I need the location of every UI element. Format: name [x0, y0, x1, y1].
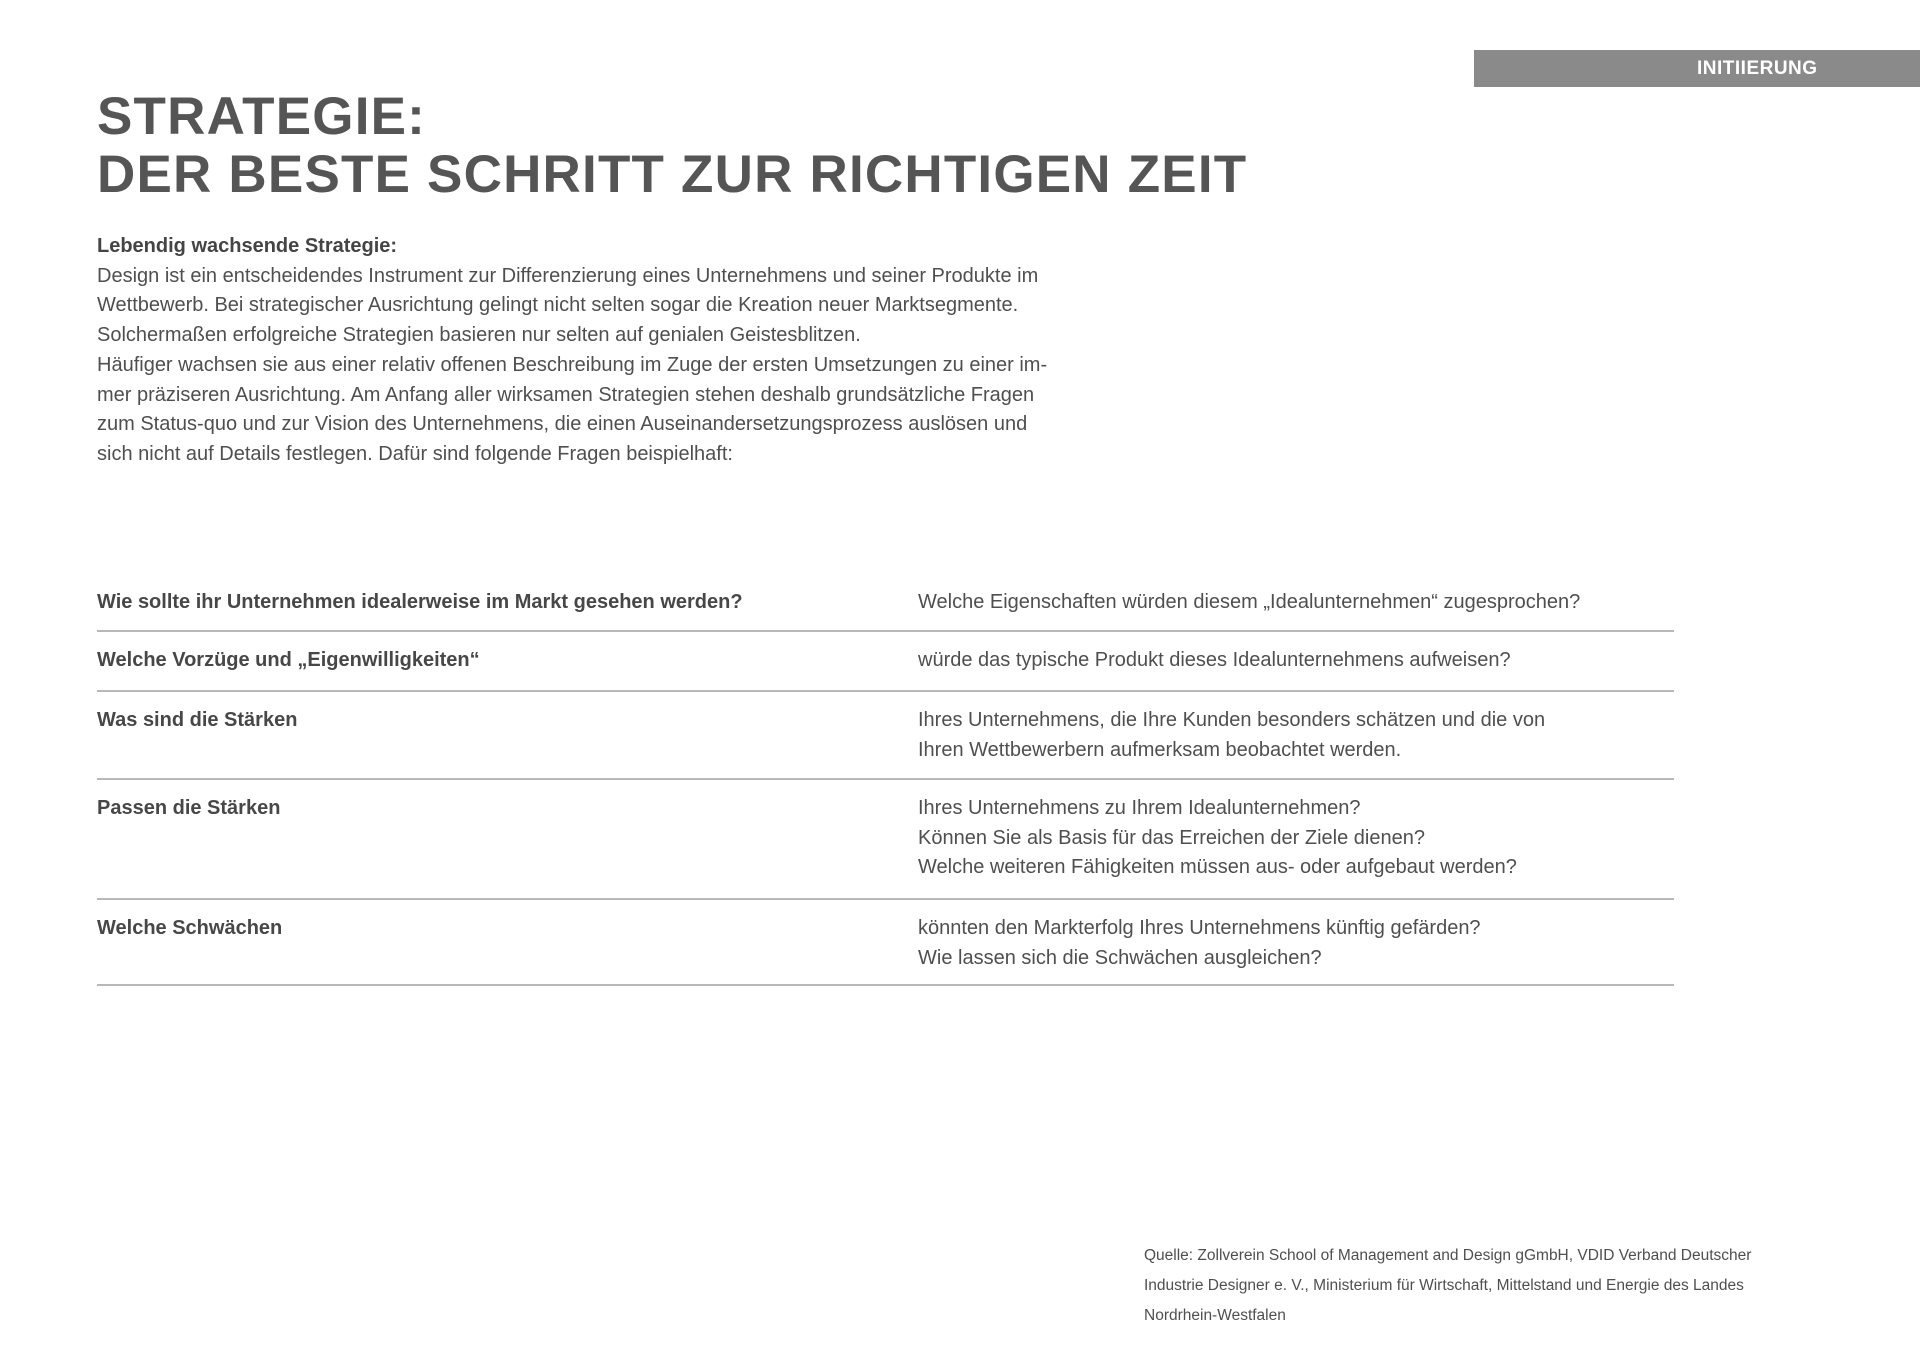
- question-lead: Was sind die Stärken: [97, 709, 298, 731]
- source-line: Nordrhein-Westfalen: [1144, 1307, 1286, 1324]
- question-continuation-line: Welche weiteren Fähigkeiten müssen aus- oder aufgebaut werden?: [918, 856, 1517, 878]
- question-lead: Wie sollte ihr Unternehmen idealerweise im Markt gesehen werden?: [97, 591, 743, 613]
- question-continuation: [918, 794, 1674, 898]
- intro-line: Solchermaßen erfolgreiche Strategien basieren nur selten auf genialen Geistesblitzen.: [97, 324, 861, 347]
- intro-line: Design ist ein entscheidendes Instrument zur Differenzierung eines Unternehmens und seiner Produkte im: [97, 264, 1039, 287]
- question-continuation-line: Ihren Wettbewerbern aufmerksam beobachtet werden.: [918, 738, 1402, 761]
- question-continuation-line: Wie lassen sich die Schwächen ausgleichen?: [918, 946, 1322, 969]
- question-continuation-line: Welche Eigenschaften würden diesem „Idealunternehmen“ zugesprochen?: [918, 591, 1581, 613]
- page-title: [97, 88, 1247, 204]
- question-continuation-line: Können Sie als Basis für das Erreichen der Ziele dienen?: [918, 826, 1425, 849]
- question-lead: Passen die Stärken: [97, 797, 281, 819]
- question-continuation: [918, 646, 1674, 690]
- section-tab-label: INITIIERUNG: [1697, 58, 1818, 79]
- intro-line: Wettbewerb. Bei strategischer Ausrichtung gelingt nicht selten sogar die Kreation neuer Marktsegmente.: [97, 294, 1019, 317]
- question-lead: Welche Vorzüge und „Eigenwilligkeiten“: [97, 649, 480, 671]
- question-table: [97, 574, 1674, 986]
- question-row: [97, 900, 1674, 986]
- question-row: [97, 632, 1674, 692]
- question-row: [97, 574, 1674, 632]
- question-continuation-line: könnten den Markterfolg Ihres Unternehmens künftig gefärden?: [918, 917, 1481, 939]
- intro-line: Häufiger wachsen sie aus einer relativ offenen Beschreibung im Zuge der ersten Umsetzungen zu einer im-: [97, 353, 1048, 376]
- question-row: [97, 780, 1674, 900]
- intro-line: zum Status-quo und zur Vision des Unternehmens, die einen Auseinandersetzungsprozess auslösen und: [97, 413, 1028, 436]
- page-title-line-2: DER BESTE SCHRITT ZUR RICHTIGEN ZEIT: [97, 145, 1248, 204]
- question-row: [97, 692, 1674, 780]
- intro-line: mer präziseren Ausrichtung. Am Anfang aller wirksamen Strategien stehen deshalb grundsätzliche Fragen: [97, 383, 1035, 406]
- source-line: Quelle: Zollverein School of Management and Design gGmbH, VDID Verband Deutscher: [1144, 1247, 1752, 1264]
- intro-heading: Lebendig wachsende Strategie:: [97, 235, 398, 257]
- question-continuation-line: würde das typische Produkt dieses Idealunternehmens aufweisen?: [918, 649, 1511, 671]
- question-lead: Welche Schwächen: [97, 917, 283, 939]
- question-continuation-line: Ihres Unternehmens zu Ihrem Idealunternehmen?: [918, 797, 1361, 819]
- question-continuation: [918, 588, 1674, 630]
- page-title-line-1: STRATEGIE:: [97, 87, 427, 146]
- source-note: [1144, 1241, 1844, 1331]
- question-continuation: [918, 914, 1674, 984]
- question-continuation-line: Ihres Unternehmens, die Ihre Kunden besonders schätzen und die von: [918, 709, 1546, 731]
- section-tab: [1474, 50, 1920, 87]
- source-line: Industrie Designer e. V., Ministerium für Wirtschaft, Mittelstand und Energie des Landes: [1144, 1277, 1744, 1294]
- question-continuation: [918, 706, 1674, 778]
- intro-text: [97, 232, 1157, 470]
- intro-line: sich nicht auf Details festlegen. Dafür sind folgende Fragen beispielhaft:: [97, 442, 733, 465]
